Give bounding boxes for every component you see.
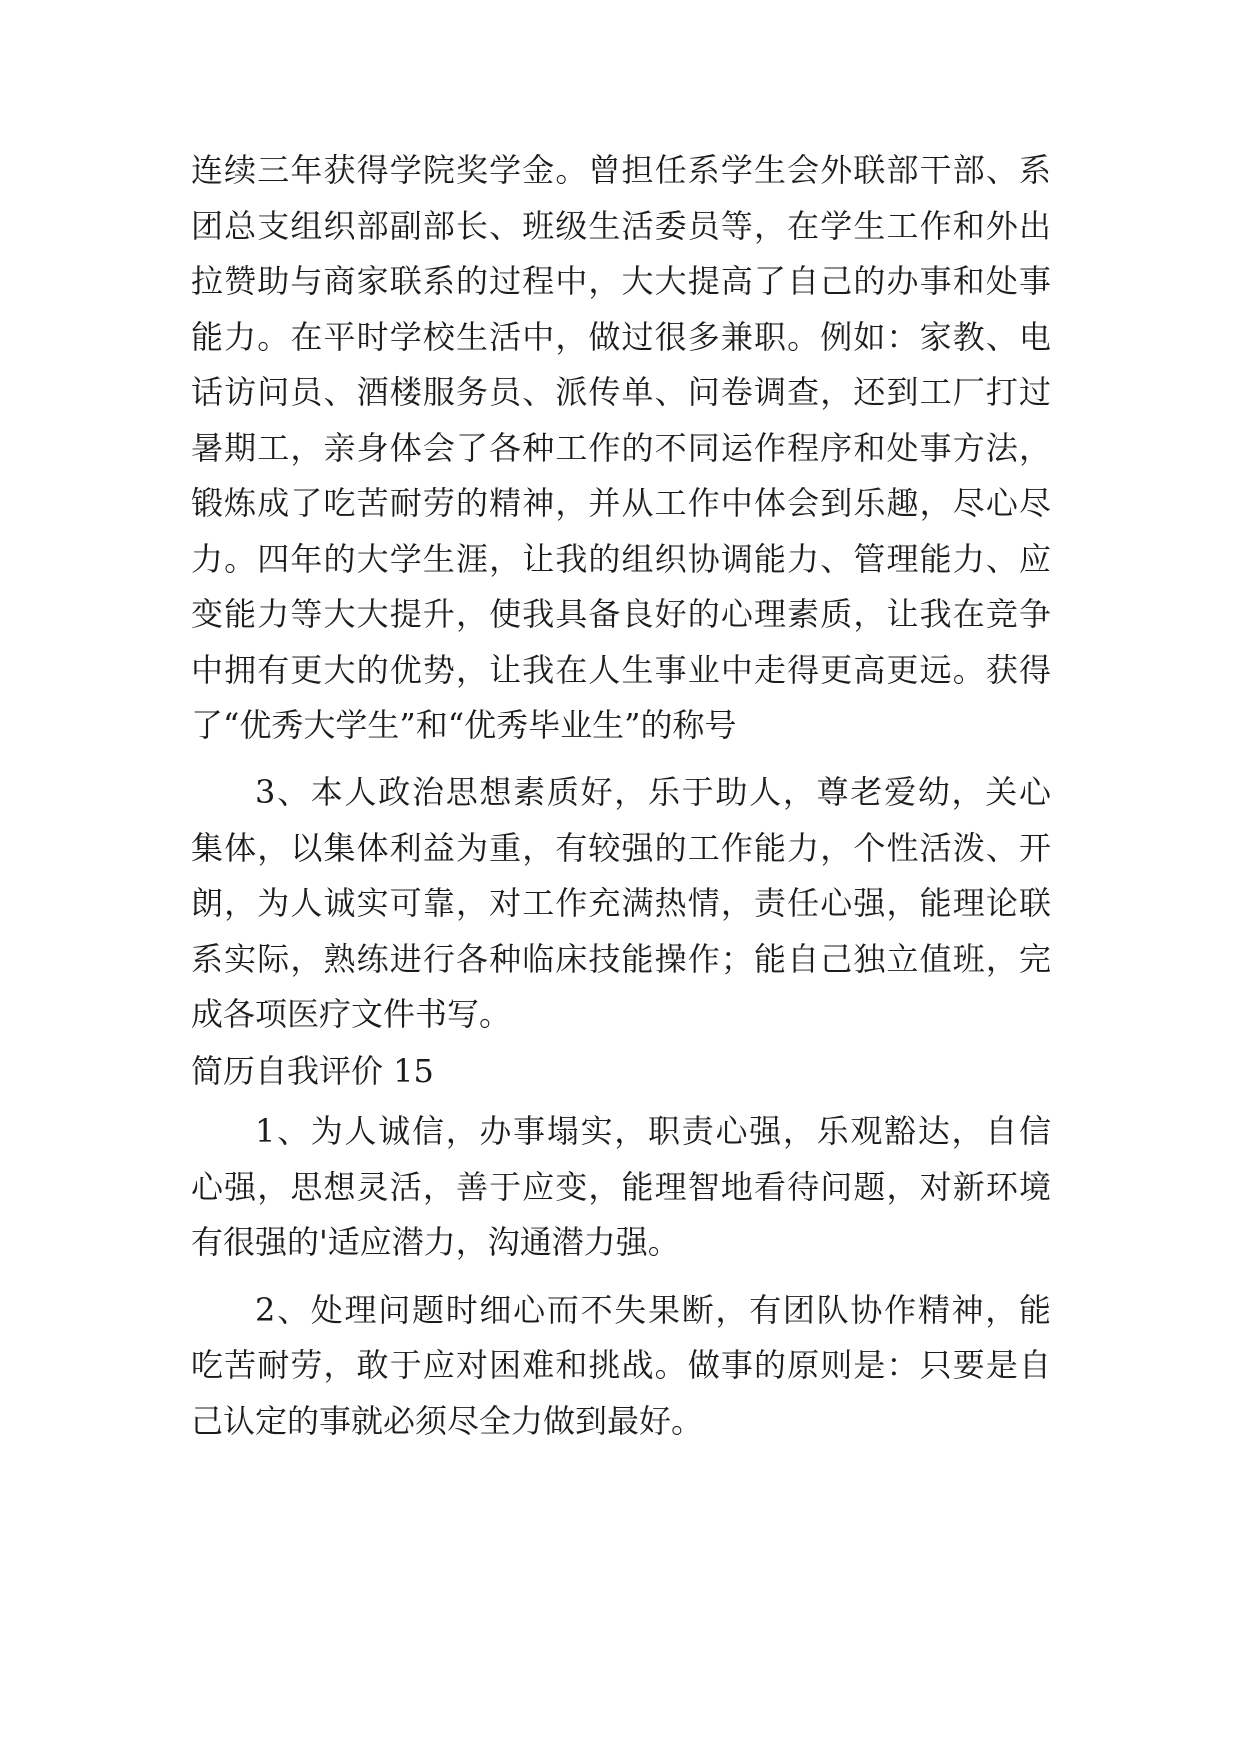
paragraph-line: 锻炼成了吃苦耐劳的精神，并从工作中体会到乐趣，尽心尽: [191, 484, 1051, 522]
paragraph-line: 成各项医疗文件书写。: [191, 995, 512, 1033]
paragraph-line: 吃苦耐劳，敢于应对困难和挑战。做事的原则是：只要是自: [191, 1346, 1051, 1384]
paragraph-line: 话访问员、酒楼服务员、派传单、问卷调查，还到工厂打过: [191, 373, 1051, 411]
paragraph-line: 变能力等大大提升，使我具备良好的心理素质，让我在竞争: [191, 595, 1051, 633]
paragraph-line: 1、为人诚信，办事塌实，职责心强，乐观豁达，自信: [255, 1112, 1051, 1150]
paragraph-line: 拉赞助与商家联系的过程中，大大提高了自己的办事和处事: [191, 262, 1051, 300]
paragraph-line: 有很强的'适应潜力，沟通潜力强。: [191, 1223, 680, 1261]
paragraph-line: 中拥有更大的优势，让我在人生事业中走得更高更远。获得: [191, 651, 1051, 689]
paragraph-line: 心强，思想灵活，善于应变，能理智地看待问题，对新环境: [191, 1168, 1051, 1206]
paragraph-line: 系实际，熟练进行各种临床技能操作；能自己独立值班，完: [191, 940, 1051, 978]
paragraph-line: 集体，以集体利益为重，有较强的工作能力，个性活泼、开: [191, 829, 1051, 867]
paragraph-line: 团总支组织部副部长、班级生活委员等，在学生工作和外出: [191, 207, 1051, 245]
paragraph-line: 了“优秀大学生”和“优秀毕业生”的称号: [191, 706, 737, 744]
paragraph-line: 力。四年的大学生涯，让我的组织协调能力、管理能力、应: [191, 540, 1051, 578]
paragraph-line: 2、处理问题时细心而不失果断，有团队协作精神，能: [255, 1291, 1051, 1329]
paragraph-line: 连续三年获得学院奖学金。曾担任系学生会外联部干部、系: [191, 151, 1051, 189]
paragraph-line: 朗，为人诚实可靠，对工作充满热情，责任心强，能理论联: [191, 884, 1051, 922]
paragraph-line: 3、本人政治思想素质好，乐于助人，尊老爱幼，关心: [255, 773, 1051, 811]
paragraph-line: 己认定的事就必须尽全力做到最好。: [191, 1402, 704, 1440]
paragraph-line: 暑期工，亲身体会了各种工作的不同运作程序和处事方法，: [191, 429, 1051, 467]
section-heading: 简历自我评价 15: [191, 1052, 434, 1090]
paragraph-line: 能力。在平时学校生活中，做过很多兼职。例如：家教、电: [191, 318, 1051, 356]
